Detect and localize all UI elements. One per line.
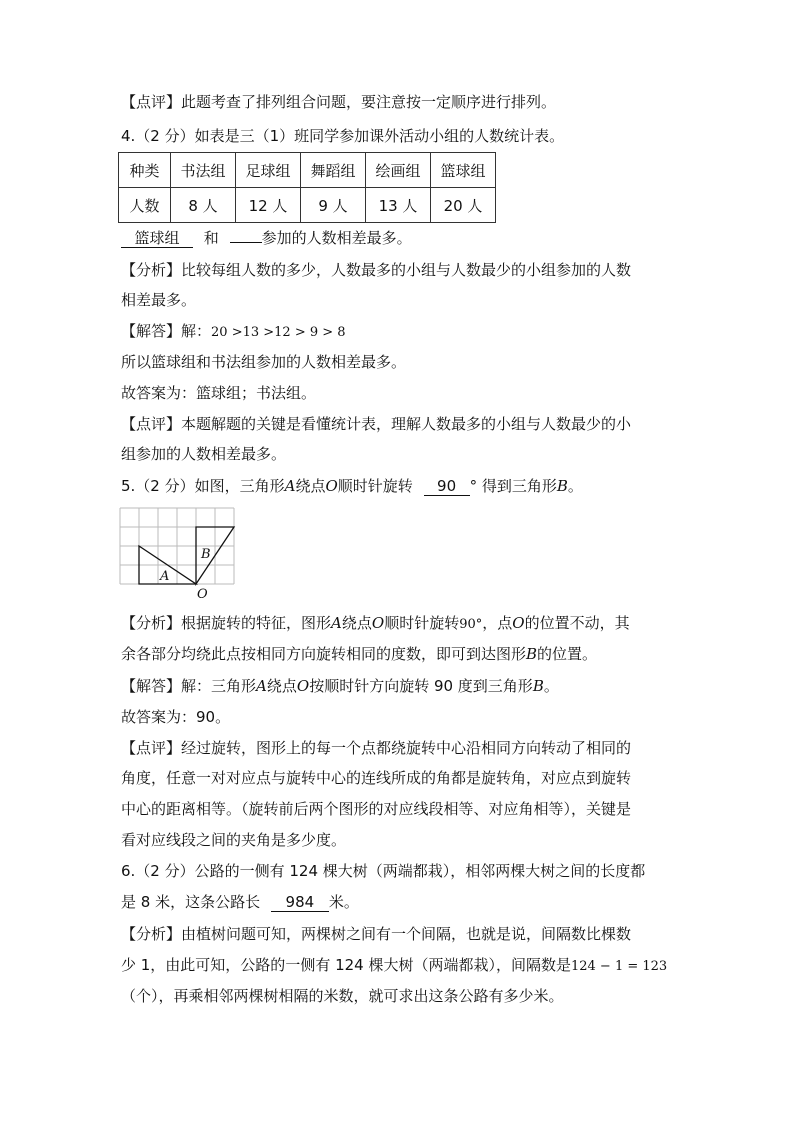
label-b: B [526, 645, 538, 663]
analysis-line [121, 955, 667, 977]
comment-line: 【点评】经过旋转，图形上的每一个点都绕旋转中心沿相同方向转动了相同的 [121, 739, 632, 757]
q5-text: 绕点 [295, 477, 326, 495]
table-cell: 种类 [119, 153, 171, 188]
text: 的位置。 [537, 645, 598, 663]
q4-answer-tail: 参加的人数相差最多。 [261, 229, 412, 247]
answer-blank: 篮球组 [121, 229, 193, 248]
analysis-line [121, 644, 597, 664]
table-header-row [119, 153, 496, 188]
solution-line [121, 676, 559, 696]
q5-text: ° 得到三角形 [469, 477, 557, 495]
text: 余各部分均绕此点按相同方向旋转相同的度数，即可到达图形 [121, 645, 527, 663]
question-6: 6.（2 分）公路的一侧有 124 棵大树（两端都栽），相邻两棵大树之间的长度都 [121, 862, 646, 880]
text: 少 1，由此可知，公路的一侧有 124 棵大树（两端都栽），间隔数是 [121, 956, 571, 974]
text: 米。 [328, 893, 359, 911]
answer-line: 故答案为：篮球组；书法组。 [121, 384, 317, 402]
label-b: B [532, 677, 544, 695]
label-a: A [331, 614, 342, 632]
rotation-figure [118, 506, 236, 600]
comment-line: 看对应线段之间的夹角是多少度。 [121, 831, 347, 849]
conclusion-line: 所以篮球组和书法组参加的人数相差最多。 [121, 353, 407, 371]
label-o: O [325, 477, 338, 495]
answer-blank: 984 [271, 893, 329, 912]
comment-line: 【点评】此题考查了排列组合问题，要注意按一定顺序进行排列。 [121, 93, 557, 111]
question-4: 4.（2 分）如表是三（1）班同学参加课外活动小组的人数统计表。 [121, 127, 565, 145]
solution-line [121, 321, 346, 343]
label-o: O [512, 614, 525, 632]
analysis-line: 【分析】比较每组人数的多少，人数最多的小组与人数最少的小组参加的人数 [121, 261, 632, 279]
table-cell: 13 人 [366, 188, 431, 223]
analysis-line: （个），再乘相邻两棵树相隔的米数，就可求出这条公路有多少米。 [121, 987, 564, 1005]
q5-text: 5.（2 分）如图，三角形 [121, 477, 285, 495]
comment-line: 中心的距离相等。（旋转前后两个图形的对应线段相等、对应角相等），关键是 [121, 800, 632, 818]
text: 【解答】解：三角形 [121, 677, 257, 695]
table-cell: 20 人 [431, 188, 496, 223]
table-cell: 篮球组 [431, 153, 496, 188]
grid [120, 508, 234, 584]
text: 顺时针旋转 [384, 614, 460, 632]
label-o: O [296, 677, 310, 695]
solution-math: 20 >13 >12 > 9 > 8 [211, 325, 346, 340]
answer-blank: 90 [424, 477, 470, 496]
text: 绕点 [341, 614, 372, 632]
text: 。 [543, 677, 559, 695]
text: 绕点 [266, 677, 297, 695]
question-6-line2 [121, 892, 359, 912]
answer-blank-empty [230, 242, 262, 243]
table-cell: 12 人 [236, 188, 301, 223]
q5-text: 。 [567, 477, 583, 495]
table-cell: 足球组 [236, 153, 301, 188]
figure-label-o: O [197, 587, 208, 600]
label-a: A [284, 477, 296, 495]
table-cell: 9 人 [301, 188, 366, 223]
analysis-line: 相差最多。 [121, 291, 197, 309]
label-o: O [371, 614, 385, 632]
text: 的位置不动，其 [524, 614, 630, 632]
table-cell: 8 人 [171, 188, 236, 223]
comment-line: 【点评】本题解题的关键是看懂统计表，理解人数最多的小组与人数最少的小 [121, 415, 632, 433]
degree-value: 90° [459, 617, 483, 632]
table-cell: 舞蹈组 [301, 153, 366, 188]
analysis-line: 【分析】由植树问题可知，两棵树之间有一个间隔，也就是说，间隔数比棵数 [121, 925, 632, 943]
solution-label: 【解答】解： [121, 322, 212, 340]
answer-line: 故答案为：90。 [121, 708, 231, 726]
table-cell: 书法组 [171, 153, 236, 188]
text: 【分析】根据旋转的特征，图形 [121, 614, 332, 632]
stats-table [118, 152, 496, 223]
table-cell: 绘画组 [366, 153, 431, 188]
text: ，点 [482, 614, 513, 632]
text: 按顺时针方向旋转 90 度到三角形 [309, 677, 533, 695]
q4-answer-line [121, 228, 412, 248]
analysis-line [121, 613, 630, 635]
question-5 [121, 476, 583, 496]
label-a: A [256, 677, 267, 695]
q5-text: 顺时针旋转 [337, 477, 413, 495]
and-text: 和 [203, 229, 219, 247]
label-b: B [556, 477, 568, 495]
table-row [119, 188, 496, 223]
table-cell: 人数 [119, 188, 171, 223]
comment-line: 组参加的人数相差最多。 [121, 445, 287, 463]
text: 是 8 米，这条公路长 [121, 893, 261, 911]
math-expression: 124 − 1 = 123 [570, 959, 668, 974]
figure-label-a: A [160, 569, 170, 584]
comment-line: 角度，任意一对对应点与旋转中心的连线所成的角都是旋转角，对应点到旋转 [121, 769, 632, 787]
figure-label-b: B [201, 547, 211, 562]
